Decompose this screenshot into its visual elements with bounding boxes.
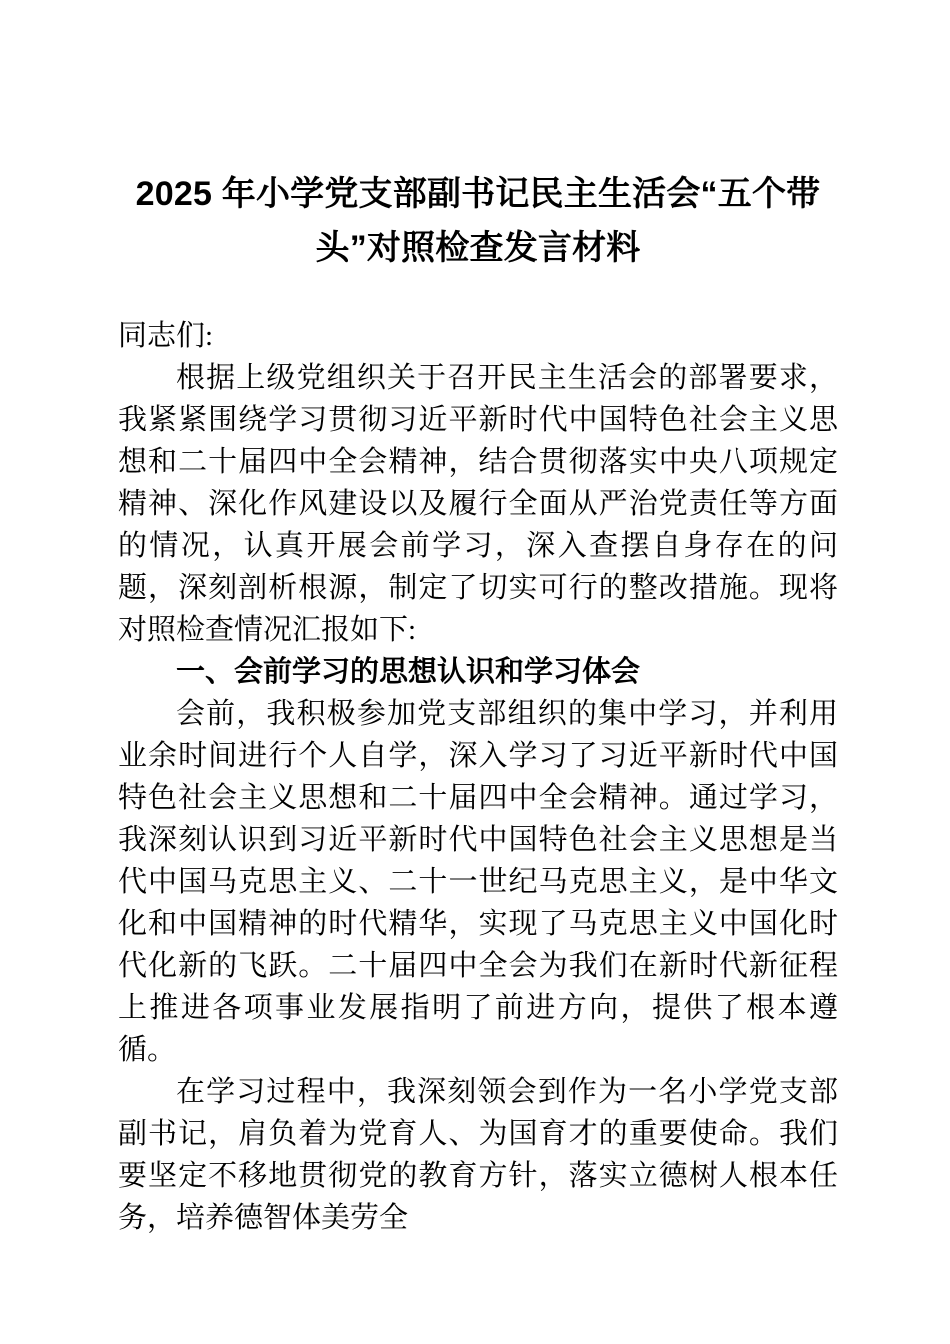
page-content-column [118,0,838,1239]
paragraph-intro: 根据上级党组织关于召开民主生活会的部署要求，我紧紧围绕学习贯彻习近平新时代中国特色社会主义思想和二十届四中全会精神，结合贯彻落实中央八项规定精神、深化作风建设以及履行全面从严治党责任等方面的情况，认真开展会前学习，深入查摆自身存在的问题，深刻剖析根源，制定了切实可行的整改措施。现将对照检查情况汇报如下: [118,362,838,646]
document-body [118,315,838,1239]
salutation-line: 同志们: [118,320,214,352]
paragraph-section-1-2: 在学习过程中，我深刻领会到作为一名小学党支部副书记，肩负着为党育人、为国育才的重要使命。我们要坚定不移地贯彻党的教育方针，落实立德树人根本任务，培养德智体美劳全 [118,1076,838,1234]
section-heading-1: 一、会前学习的思想认识和学习体会 [176,656,641,688]
paragraph-section-1-1: 会前，我积极参加党支部组织的集中学习，并利用业余时间进行个人自学，深入学习了习近平新时代中国特色社会主义思想和二十届四中全会精神。通过学习，我深刻认识到习近平新时代中国特色社会主义思想是当代中国马克思主义、二十一世纪马克思主义，是中华文化和中国精神的时代精华，实现了马克思主义中国化时代化新的飞跃。二十届四中全会为我们在新时代新征程上推进各项事业发展指明了前进方向，提供了根本遵循。 [118,698,838,1066]
document-title: 2025 年小学党支部副书记民主生活会“五个带头”对照检查发言材料 [135,175,821,267]
